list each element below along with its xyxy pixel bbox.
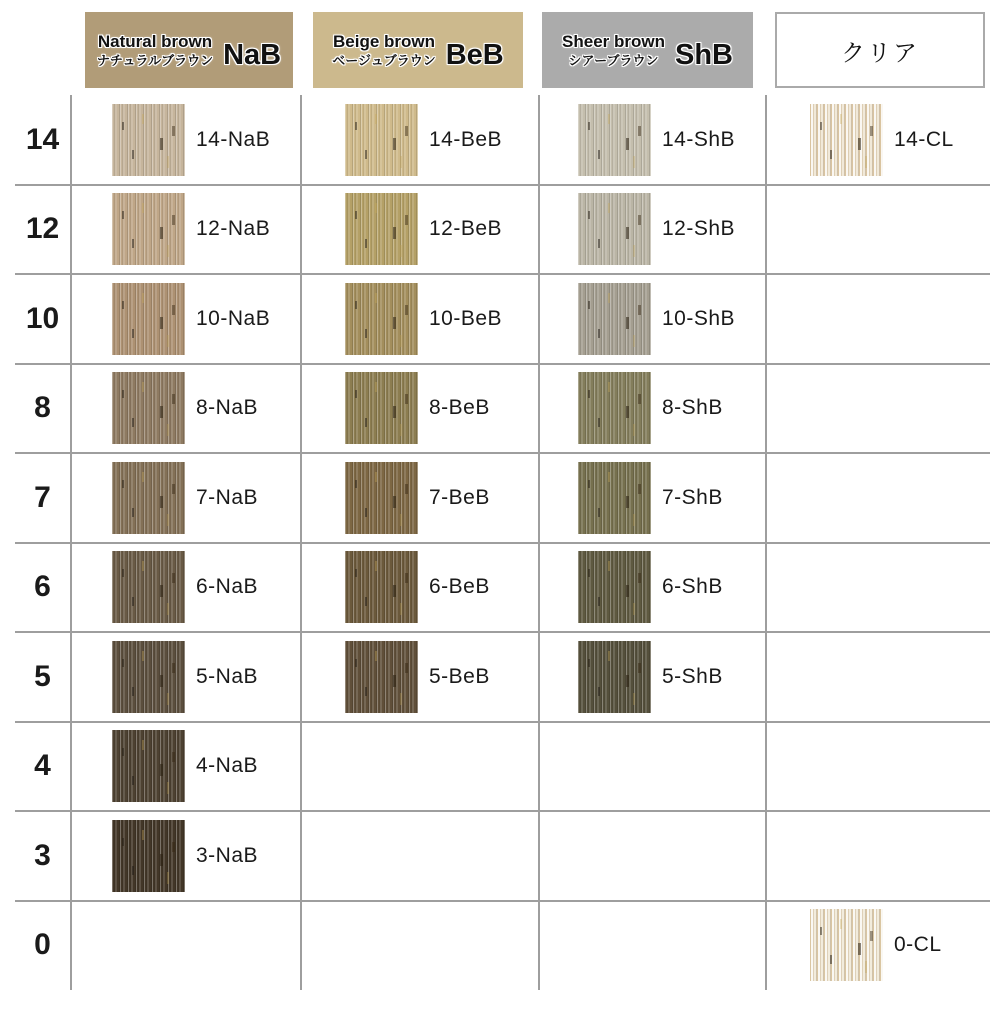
header-clear-label: クリア — [841, 39, 919, 67]
hair-swatch-10-BeB — [345, 283, 418, 355]
hair-swatch-4-NaB — [112, 730, 185, 802]
swatch-label: 4-NaB — [196, 754, 259, 778]
grid-line-horizontal — [15, 542, 990, 544]
swatch-label: 12-NaB — [196, 217, 271, 241]
table-row — [0, 722, 1004, 812]
header-name-en: Beige brown — [332, 32, 435, 52]
hair-swatch-6-BeB — [345, 551, 418, 623]
hair-swatch-0-CL — [810, 909, 883, 981]
hair-swatch-5-BeB — [345, 641, 418, 713]
swatch-label: 6-BeB — [429, 575, 490, 599]
table-row — [0, 632, 1004, 722]
hair-swatch-7-ShB — [578, 462, 651, 534]
swatch-label: 6-NaB — [196, 575, 259, 599]
hair-swatch-10-NaB — [112, 283, 185, 355]
header-code: BeB — [445, 38, 504, 71]
grid-line-horizontal — [15, 363, 990, 365]
hair-swatch-14-CL — [810, 104, 883, 176]
grid-line-horizontal — [15, 721, 990, 723]
header-code: NaB — [223, 38, 282, 71]
hair-swatch-14-ShB — [578, 104, 651, 176]
swatch-label: 3-NaB — [196, 843, 259, 867]
row-level-label: 3 — [34, 838, 51, 872]
swatch-label: 7-NaB — [196, 485, 259, 509]
header-beige-brown — [313, 12, 523, 88]
swatch-label: 8-BeB — [429, 396, 490, 420]
row-level-label: 7 — [34, 480, 51, 514]
row-level-label: 8 — [34, 391, 51, 425]
swatch-label: 14-NaB — [196, 127, 271, 151]
swatch-label: 12-ShB — [662, 217, 736, 241]
row-level-label: 14 — [25, 122, 60, 156]
hair-swatch-5-NaB — [112, 641, 185, 713]
grid-line-horizontal — [15, 900, 990, 902]
swatch-label: 7-ShB — [662, 485, 723, 509]
swatch-label: 6-ShB — [662, 575, 723, 599]
hair-swatch-8-ShB — [578, 372, 651, 444]
hair-swatch-12-NaB — [112, 193, 185, 265]
header-code: ShB — [674, 38, 733, 71]
swatch-label: 12-BeB — [429, 217, 503, 241]
header-name-block — [97, 31, 213, 69]
table-row — [0, 95, 1004, 185]
header-name-ja: ナチュラルブラウン — [96, 52, 214, 68]
header-name-en: Sheer brown — [562, 32, 665, 52]
header-natural-brown — [85, 12, 293, 88]
hair-swatch-14-BeB — [345, 104, 418, 176]
hair-swatch-14-NaB — [112, 104, 185, 176]
swatch-label: 8-ShB — [662, 396, 723, 420]
grid-line-horizontal — [15, 631, 990, 633]
header-clear — [775, 12, 985, 88]
row-level-label: 6 — [34, 570, 51, 604]
row-level-label: 4 — [34, 749, 51, 783]
header-name-ja: ベージュブラウン — [332, 52, 436, 68]
hair-swatch-3-NaB — [112, 820, 185, 892]
row-level-label: 0 — [34, 928, 51, 962]
swatch-label: 5-ShB — [662, 664, 723, 688]
table-row — [0, 453, 1004, 543]
swatch-label: 14-CL — [894, 127, 954, 151]
swatch-label: 14-BeB — [429, 127, 503, 151]
hair-swatch-7-NaB — [112, 462, 185, 534]
row-level-label: 10 — [25, 301, 60, 335]
table-row — [0, 901, 1004, 991]
table-row — [0, 185, 1004, 275]
swatch-label: 10-BeB — [429, 306, 503, 330]
header-name-ja: シアーブラウン — [568, 52, 659, 68]
hair-swatch-12-BeB — [345, 193, 418, 265]
swatch-label: 10-ShB — [662, 306, 736, 330]
grid-line-horizontal — [15, 184, 990, 186]
hair-swatch-7-BeB — [345, 462, 418, 534]
hair-swatch-10-ShB — [578, 283, 651, 355]
hair-swatch-5-ShB — [578, 641, 651, 713]
header-sheer-brown — [542, 12, 753, 88]
swatch-label: 14-ShB — [662, 127, 736, 151]
hair-swatch-12-ShB — [578, 193, 651, 265]
hair-swatch-6-NaB — [112, 551, 185, 623]
grid-line-horizontal — [15, 452, 990, 454]
grid-line-horizontal — [15, 273, 990, 275]
swatch-label: 5-BeB — [429, 664, 490, 688]
table-row — [0, 274, 1004, 364]
hair-swatch-8-NaB — [112, 372, 185, 444]
swatch-label: 5-NaB — [196, 664, 259, 688]
hair-swatch-8-BeB — [345, 372, 418, 444]
hair-swatch-6-ShB — [578, 551, 651, 623]
header-name-block — [332, 31, 435, 69]
swatch-label: 0-CL — [894, 933, 942, 957]
swatch-label: 10-NaB — [196, 306, 271, 330]
grid-line-horizontal — [15, 810, 990, 812]
swatch-label: 7-BeB — [429, 485, 490, 509]
table-row — [0, 364, 1004, 454]
swatch-label: 8-NaB — [196, 396, 259, 420]
header-name-en: Natural brown — [97, 32, 213, 52]
row-level-label: 12 — [25, 212, 60, 246]
row-level-label: 5 — [34, 659, 51, 693]
table-row — [0, 811, 1004, 901]
header-name-block — [562, 31, 665, 69]
table-row — [0, 543, 1004, 633]
